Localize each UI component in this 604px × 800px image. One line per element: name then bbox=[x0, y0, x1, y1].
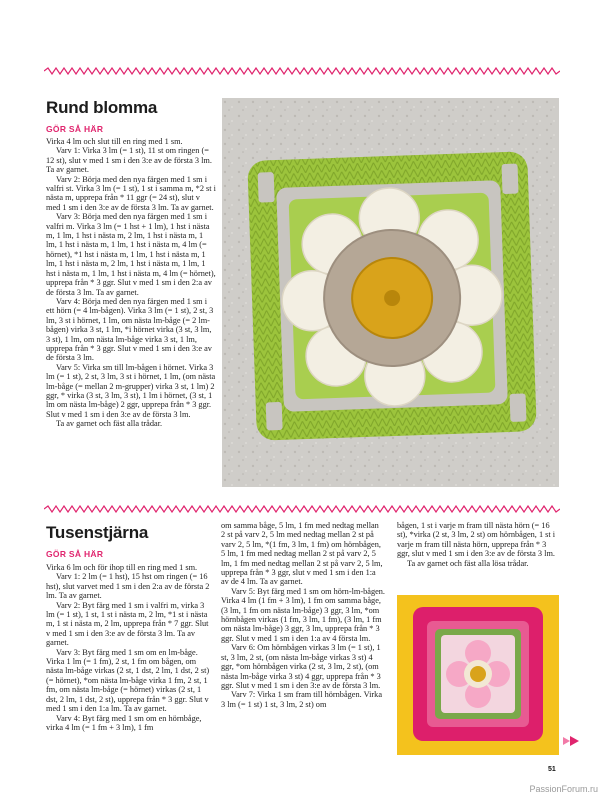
paragraph: Varv 6: Om hörnbågen virkas 3 lm (= 1 st), 1 st, 3 lm, 2 st, (om nästa lm-båge virkas 3 st) 4 ggr, *om hörnbågen virka (2 st, 3 lm, 2 st), (om nästa lm-båge virka 3 st) 4 ggr, upprepa från * 3 ggr. Slut v med 1 sm i den 3:e av de första 3 lm. bbox=[221, 643, 381, 690]
page-number: 51 bbox=[548, 766, 556, 773]
paragraph: Varv 3: Byt färg med 1 sm om en lm-båge. Virka 1 lm (= 1 fm), 2 st, 1 fm om bågen, om nästa lm-båge virkas (2 st, 1 dst, 2 lm, 1 dst, 2 st) (= hörnet), *om nästa lm-båge virka 1 fm, 2 st, 1 fm, om nästa lm-båge (= hörnet) virkas (2 st, 1 dst, 2 lm, 1 dst, 2 st), upprepa från * 3 ggr. Slut v med 1 sm i den 1:a lm. Ta av garnet. bbox=[46, 647, 210, 714]
instructions-column-1 bbox=[46, 563, 210, 732]
zigzag-divider-middle bbox=[44, 505, 560, 513]
paragraph: Ta av garnet och fäst alla trådar. bbox=[56, 419, 163, 429]
instructions-column-2 bbox=[221, 521, 385, 709]
zigzag-divider-top bbox=[44, 67, 560, 75]
paragraph: Varv 1: Virka 3 lm (= 1 st), 11 st om ringen (= 12 st), slut v med 1 sm i den 3:e av de första 3 lm. Ta av garnet. bbox=[46, 146, 212, 175]
paragraph: Varv 5: Byt färg med 1 sm om hörn-lm-bågen. Virka 4 lm (1 fm + 3 lm), 1 fm om samma båge, (3 lm, 1 fm om nästa lm-båge) 3 ggr, 3 lm, *om hörnbågen virkas (1 fm, 3 lm, 1 fm), (3 lm, 1 fm om nästa lm-båge) 3 ggr, 3 lm, upprepa från * 3 ggr. Slut v med 1 sm i den 1:a av 4 första lm. bbox=[221, 586, 386, 643]
paragraph: Varv 4: Byt färg med 1 sm om en hörnbåge, virka 4 lm (= 1 fm + 3 lm), 1 fm bbox=[46, 713, 202, 732]
paragraph: Ta av garnet och fäst alla lösa trådar. bbox=[407, 558, 529, 568]
paragraph: Virka 6 lm och för ihop till en ring med 1 sm. bbox=[46, 563, 198, 572]
section-subtitle: GÖR SÅ HÄR bbox=[46, 124, 104, 134]
section-title-rund-blomma: Rund blomma bbox=[46, 98, 158, 117]
photo-rund-blomma bbox=[222, 98, 559, 487]
paragraph: Varv 3: Börja med den nya färgen med 1 sm i valfri m. Virka 3 lm (= 1 hst + 1 lm), 1 hst i nästa m, 1 lm, 1 hst i nästa m, 2 lm, 1 hst i nästa m, 1 lm, 1 hst i nästa m, 1 lm, 1 hst i nästa m, 4 lm (= hörnet), *1 hst i nästa m, 1 lm, 1 hst i nästa m, 1 lm, 1 hst i nästa m, 2 lm, 1 hst i nästa m, 1 lm, 1 hst i nästa m, 1 lm, 1 hst i nästa m, 4 lm (= hörnet), upprepa från * 3 ggr. Slut v med 1 sm i den 2:a av de första 3 lm. Ta av garnet. bbox=[46, 212, 216, 297]
watermark: PassionForum.ru bbox=[529, 784, 598, 794]
paragraph: Varv 5: Virka sm till lm-bågen i hörnet. Virka 3 lm (= 1 st), 2 st, 3 lm, 3 st i hörnet, 1 lm, (om nästa lm-båge (= mellan 2 m-grupper) virka 3 st, 1 lm) 2 ggr, * virka (3 st, 3 lm, 3 st), 1 lm i hörnet, (3 st, 1 lm om nästa lm-båge) 2 ggr, upprepa från * 3 ggr. Slut v med 1 sm i den 3:e av de första 3 lm. bbox=[46, 362, 216, 419]
instructions-column-3 bbox=[397, 521, 559, 568]
instructions-rund-blomma bbox=[46, 137, 216, 429]
photo-tusenstjarna bbox=[397, 595, 559, 755]
paragraph: bågen, 1 st i varje m fram till nästa hörn (= 16 st), *virka (2 st, 3 lm, 2 st) om hörnbågen, 1 st i varje m fram till nästa hörn, upprepa från * 3 ggr, slut v med 1 sm i den 3:e av de första 3 lm. bbox=[397, 521, 556, 559]
paragraph: om samma båge, 5 lm, 1 fm med nedtag mellan 2 st på varv 2, 5 lm med nedtag mellan 2 st på varv 2, 5 lm, *(1 fm, 3 lm, 1 fm) om hörnbågen, 5 lm, 1 fm med nedtag mellan 2 st på varv 2, 5 lm, 1 fm med nedtag mellan 2 st på varv 2, 5 lm, upprepa från * 3 ggr, slut v med 1 sm i den 1:a av de 4 lm. Ta av garnet. bbox=[221, 521, 383, 587]
paragraph: Virka 4 lm och slut till en ring med 1 sm. bbox=[46, 137, 183, 146]
next-page-arrow-icon bbox=[563, 736, 581, 746]
section-subtitle: GÖR SÅ HÄR bbox=[46, 549, 104, 559]
paragraph: Varv 2: Byt färg med 1 sm i valfri m, virka 3 lm (= 1 st), 1 st, 1 st i nästa m, 2 lm, *1 st i nästa m, 1 st i nästa m, 2 lm, upprepa från * 7 ggr. Slut v med 1 sm i den 3:e av de första 3 lm. Ta av garnet. bbox=[46, 600, 209, 648]
section-title-tusenstjarna: Tusenstjärna bbox=[46, 523, 149, 542]
paragraph: Varv 4: Börja med den nya färgen med 1 sm i ett hörn (= 4 lm-bågen). Virka 3 lm (= 1 st), 2 st, 3 lm, 3 st i hörnet, 1 lm, om nästa lm-båge (= 2 lm-bågen) virka 3 st, 1 lm, *i hörnet virka (3 st, 3 lm, 3 st), 1 lm, om nästa lm-båge virka 3 st, 1 lm, upprepa från * 3 ggr. Slut v med 1 sm i den 3:e av de första 3 lm. bbox=[46, 296, 214, 363]
paragraph: Varv 7: Virka 1 sm fram till hörnbågen. Virka 3 lm (= 1 st) 1 st, 3 lm, 2 st) om bbox=[221, 690, 383, 709]
paragraph: Varv 2: Börja med den nya färgen med 1 sm i valfri st. Virka 3 lm (= 1 st), 1 st i samma m, *2 st i nästa m, upprepa från * 11 ggr (= 24 st), slut v med 1 sm i den 3:e av de första 3 lm. Ta av garnet. bbox=[46, 174, 216, 212]
paragraph: Varv 1: 2 lm (= 1 hst), 15 hst om ringen (= 16 hst), slut varvet med 1 sm i den 2:a av de första 2 lm. Ta av garnet. bbox=[46, 572, 210, 601]
